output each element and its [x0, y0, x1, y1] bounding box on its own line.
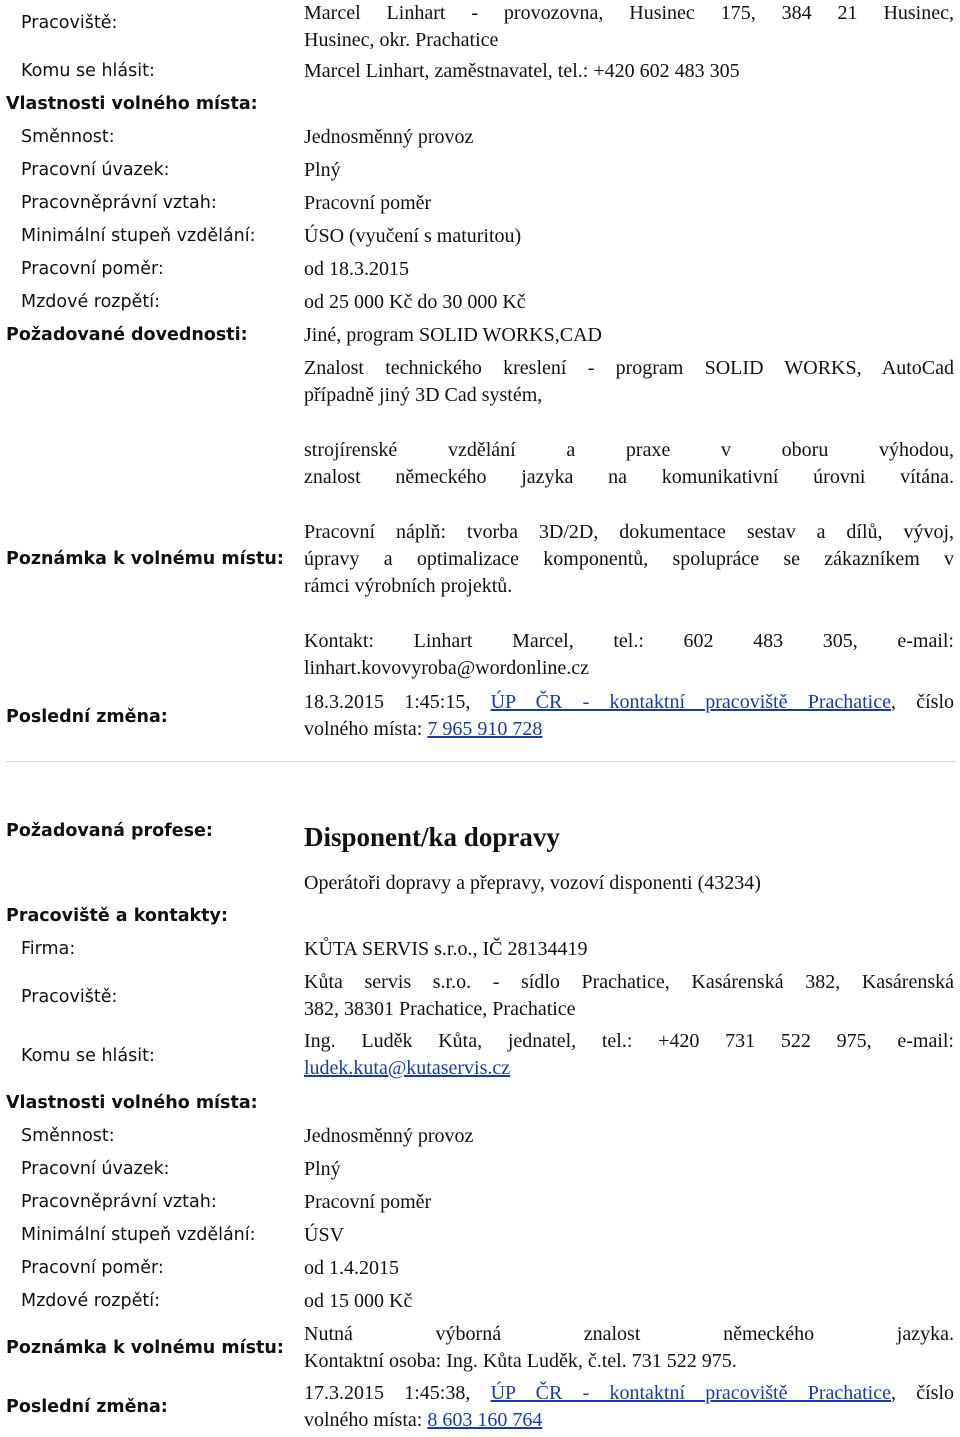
profese-label: Požadovaná profese:	[6, 821, 213, 841]
zmena2-suffix: , číslo	[890, 1382, 954, 1404]
vztah2-value: Pracovní poměr	[304, 1191, 432, 1213]
firma-value: KŮTA SERVIS s.r.o., IČ 28134419	[304, 938, 588, 960]
zmena-line1	[304, 689, 954, 716]
note-p2-line1: strojírenské vzdělání a praxe v oboru výhodou,	[304, 439, 954, 461]
profese-title: Disponent/ka dopravy	[304, 822, 560, 852]
note-p4-line2: linhart.kovovyroba@wordonline.cz	[304, 657, 590, 679]
profese-subtitle: Operátoři dopravy a přepravy, vozoví disponenti (43234)	[304, 872, 761, 894]
vzdelani2-label: Minimální stupeň vzdělání:	[21, 1225, 256, 1245]
vztah2-label: Pracovněprávní vztah:	[21, 1192, 217, 1212]
note-p1-line1: Znalost technického kreslení - program SOLID WORKS, AutoCad	[304, 357, 954, 379]
pracoviste-line2: Husinec, okr. Prachatice	[304, 29, 499, 51]
pracoviste2-value	[304, 969, 954, 1023]
pracoviste-line1: Marcel Linhart - provozovna, Husinec 175, 384 21 Husinec,	[304, 2, 954, 24]
zmena2-label: Poslední změna:	[6, 1397, 168, 1417]
zmena2-line1	[304, 1380, 954, 1407]
mzda-value: od 25 000 Kč do 30 000 Kč	[304, 291, 526, 313]
vlastnosti-heading: Vlastnosti volného místa:	[6, 94, 258, 114]
vacancy-number-link[interactable]: 7 965 910 728	[427, 718, 543, 740]
uvazek2-value: Plný	[304, 1158, 341, 1180]
note-p1-line2: případně jiný 3D Cad systém,	[304, 384, 543, 406]
smennost2-value: Jednosměnný provoz	[304, 1125, 474, 1147]
note-paragraph-2	[304, 437, 954, 491]
note-p4-line1: Kontakt: Linhart Marcel, tel.: 602 483 305, e-mail:	[304, 630, 954, 652]
note2-line1: Nutná výborná znalost německého jazyka.	[304, 1323, 954, 1345]
note-paragraph-1	[304, 355, 954, 409]
firma-label: Firma:	[21, 939, 76, 959]
pomer2-label: Pracovní poměr:	[21, 1258, 164, 1278]
pracoviste2-line2: 382, 38301 Prachatice, Prachatice	[304, 998, 576, 1020]
uvazek2-label: Pracovní úvazek:	[21, 1159, 170, 1179]
komu2-line2	[304, 1055, 954, 1082]
vztah-value: Pracovní poměr	[304, 192, 432, 214]
zmena-label: Poslední změna:	[6, 707, 168, 727]
pracoviste2-line1: Kůta servis s.r.o. - sídlo Prachatice, Kasárenská 382, Kasárenská	[304, 971, 954, 993]
note-p3-line2: úpravy a optimalizace komponentů, spolupráce se zákazníkem v	[304, 548, 954, 570]
mzda-label: Mzdové rozpětí:	[21, 292, 160, 312]
vlastnosti2-heading: Vlastnosti volného místa:	[6, 1093, 258, 1113]
zmena-number-label: volného místa:	[304, 718, 423, 740]
zmena-value	[304, 689, 954, 743]
note-p3-line3: rámci výrobních projektů.	[304, 575, 513, 597]
mzda2-label: Mzdové rozpětí:	[21, 1291, 160, 1311]
note2-label: Poznámka k volnému místu:	[6, 1338, 284, 1358]
pracoviste-value	[304, 0, 954, 54]
pomer-value: od 18.3.2015	[304, 258, 409, 280]
kontakty-heading: Pracoviště a kontakty:	[6, 906, 228, 926]
pracoviste2-label: Pracoviště:	[21, 987, 118, 1007]
zmena-date: 18.3.2015 1:45:15,	[304, 691, 471, 713]
note-p3-line1: Pracovní náplň: tvorba 3D/2D, dokumentace sestav a dílů, vývoj,	[304, 521, 954, 543]
vacancy-number-link-2[interactable]: 8 603 160 764	[427, 1409, 543, 1431]
section-divider	[6, 761, 956, 762]
note-paragraph-3	[304, 519, 954, 600]
note-label: Poznámka k volnému místu:	[6, 549, 284, 569]
vztah-label: Pracovněprávní vztah:	[21, 193, 217, 213]
smennost2-label: Směnnost:	[21, 1126, 115, 1146]
vzdelani2-value: ÚSV	[304, 1224, 345, 1246]
dovednosti-label: Požadované dovednosti:	[6, 325, 248, 345]
dovednosti-value: Jiné, program SOLID WORKS,CAD	[304, 324, 602, 346]
note2-value	[304, 1321, 954, 1375]
up-cr-office-link-2[interactable]: ÚP ČR - kontaktní pracoviště Prachatice	[490, 1382, 891, 1404]
pomer2-value: od 1.4.2015	[304, 1257, 399, 1279]
uvazek-value: Plný	[304, 159, 341, 181]
zmena2-date: 17.3.2015 1:45:38,	[304, 1382, 471, 1404]
note2-line2: Kontaktní osoba: Ing. Kůta Luděk, č.tel. 731 522 975.	[304, 1350, 737, 1372]
vzdelani-label: Minimální stupeň vzdělání:	[21, 226, 256, 246]
note-paragraph-4	[304, 628, 954, 682]
smennost-label: Směnnost:	[21, 127, 115, 147]
zmena2-line2	[304, 1407, 954, 1434]
komu-value: Marcel Linhart, zaměstnavatel, tel.: +420 602 483 305	[304, 60, 740, 82]
zmena2-value	[304, 1380, 954, 1434]
email-link[interactable]: ludek.kuta@kutaservis.cz	[304, 1057, 511, 1079]
mzda2-value: od 15 000 Kč	[304, 1290, 413, 1312]
zmena-line2	[304, 716, 954, 743]
pracoviste-label: Pracoviště:	[21, 13, 118, 33]
up-cr-office-link[interactable]: ÚP ČR - kontaktní pracoviště Prachatice	[490, 691, 891, 713]
zmena-suffix: , číslo	[890, 691, 954, 713]
zmena2-number-label: volného místa:	[304, 1409, 423, 1431]
komu2-label: Komu se hlásit:	[21, 1046, 155, 1066]
uvazek-label: Pracovní úvazek:	[21, 160, 170, 180]
komu-label: Komu se hlásit:	[21, 61, 155, 81]
smennost-value: Jednosměnný provoz	[304, 126, 474, 148]
komu2-line1: Ing. Luděk Kůta, jednatel, tel.: +420 731 522 975, e-mail:	[304, 1030, 954, 1052]
pomer-label: Pracovní poměr:	[21, 259, 164, 279]
komu2-value	[304, 1028, 954, 1082]
note-p2-line2: znalost německého jazyka na komunikativní úrovni vítána.	[304, 466, 954, 488]
vzdelani-value: ÚSO (vyučení s maturitou)	[304, 225, 522, 247]
